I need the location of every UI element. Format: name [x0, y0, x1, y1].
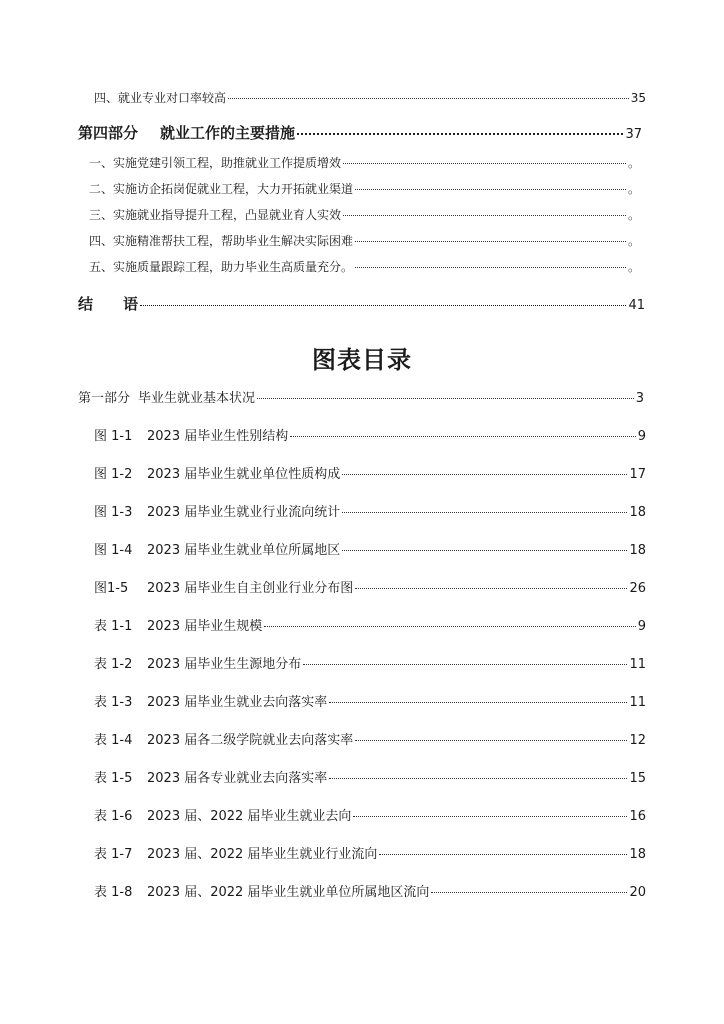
figure-entry-page: 26 [629, 581, 646, 596]
figure-entry-page: 18 [629, 505, 646, 520]
toc-entry-text: 一、实施党建引领工程，助推就业工作提质增效 [89, 156, 342, 170]
dot-leader [355, 240, 626, 242]
figure-entry-page: 17 [629, 467, 646, 482]
toc-entry-page: 35 [630, 91, 646, 105]
figures-toc-part-title: 毕业生就业基本状况 [138, 391, 256, 406]
dot-leader [355, 188, 626, 190]
table-entry[interactable] [94, 771, 646, 787]
figure-entry-title: 2023 届毕业生自主创业行业分布图 [147, 581, 354, 596]
table-entry[interactable] [94, 657, 646, 673]
dot-leader [140, 304, 626, 306]
table-entry-title: 2023 届各二级学院就业去向落实率 [147, 733, 354, 748]
table-entry-label: 表 1-5 [94, 771, 133, 786]
table-entry[interactable] [94, 885, 646, 901]
dot-leader [342, 473, 627, 475]
figure-entry[interactable] [94, 467, 646, 483]
table-entry-title: 2023 届毕业生生源地分布 [147, 657, 302, 672]
table-entry-label: 表 1-6 [94, 809, 133, 824]
table-entry-label: 表 1-8 [94, 885, 133, 900]
toc-entry[interactable] [89, 181, 640, 197]
toc-entry[interactable] [89, 259, 640, 275]
table-entry-title: 2023 届毕业生就业去向落实率 [147, 695, 328, 710]
dot-leader [343, 214, 626, 216]
table-entry-page: 15 [629, 771, 646, 786]
table-entry-page: 20 [629, 885, 646, 900]
table-entry-label: 表 1-1 [94, 619, 133, 634]
table-entry-label: 表 1-7 [94, 847, 133, 862]
table-entry-page: 16 [629, 809, 646, 824]
table-entry-title: 2023 届、2022 届毕业生就业单位所属地区流向 [147, 885, 430, 900]
toc-entry[interactable] [89, 207, 640, 223]
dot-leader [431, 891, 627, 893]
dot-leader [329, 701, 627, 703]
toc-entry-text: 二、实施访企拓岗促就业工程，大力开拓就业渠道 [89, 182, 354, 196]
table-entry-label: 表 1-4 [94, 733, 133, 748]
figure-entry-label: 图 1-2 [94, 467, 133, 482]
dot-leader [257, 397, 634, 399]
figures-toc-title: 图表目录 [312, 346, 412, 374]
figures-toc-part-label: 第一部分 [78, 391, 131, 406]
toc-part-title: 就业工作的主要措施 [160, 124, 296, 142]
figure-entry[interactable] [94, 543, 646, 559]
toc-part-heading[interactable] [78, 125, 642, 143]
toc-entry-text: 四、就业专业对口率较高 [94, 91, 227, 105]
figure-entry-label: 图 1-1 [94, 429, 133, 444]
figure-entry-label: 图1-5 [94, 581, 129, 596]
figure-entry[interactable] [94, 581, 646, 597]
toc-entry[interactable] [89, 233, 640, 249]
figure-entry-title: 2023 届毕业生就业行业流向统计 [147, 505, 341, 520]
table-entry-title: 2023 届毕业生规模 [147, 619, 263, 634]
figure-entry-page: 18 [629, 543, 646, 558]
dot-leader [297, 132, 623, 135]
toc-entry-text: 四、实施精准帮扶工程，帮助毕业生解决实际困难 [89, 234, 354, 248]
dot-leader [329, 777, 627, 779]
table-entry[interactable] [94, 695, 646, 711]
toc-conclusion-char2: 语 [123, 295, 139, 313]
table-entry-title: 2023 届各专业就业去向落实率 [147, 771, 328, 786]
toc-entry-page: 。 [627, 234, 640, 248]
toc-entry-text: 三、实施就业指导提升工程，凸显就业育人实效 [89, 208, 342, 222]
figure-entry-label: 图 1-4 [94, 543, 133, 558]
table-entry-page: 18 [629, 847, 646, 862]
toc-conclusion[interactable] [78, 296, 645, 314]
toc-conclusion-char1: 结 [78, 295, 94, 313]
dot-leader [342, 549, 627, 551]
dot-leader [343, 162, 626, 164]
toc-entry-page: 。 [627, 182, 640, 196]
figures-toc-part[interactable] [78, 391, 644, 407]
toc-part-label: 第四部分 [78, 124, 139, 142]
dot-leader [290, 435, 636, 437]
dot-leader [303, 663, 627, 665]
table-entry-title: 2023 届、2022 届毕业生就业行业流向 [147, 847, 378, 862]
table-entry-page: 9 [637, 619, 646, 634]
table-entry-page: 11 [629, 657, 646, 672]
dot-leader [353, 815, 627, 817]
toc-entry-page: 。 [627, 208, 640, 222]
toc-entry-page: 。 [627, 260, 640, 274]
table-entry-page: 12 [629, 733, 646, 748]
toc-entry-text: 五、实施质量跟踪工程，助力毕业生高质量充分。 [89, 260, 354, 274]
figure-entry-page: 9 [637, 429, 646, 444]
table-entry[interactable] [94, 733, 646, 749]
dot-leader [379, 853, 627, 855]
figure-entry[interactable] [94, 429, 646, 445]
toc-conclusion-page: 41 [628, 298, 645, 313]
dot-leader [228, 97, 629, 99]
dot-leader [355, 739, 627, 741]
figure-entry-title: 2023 届毕业生就业单位性质构成 [147, 467, 341, 482]
table-entry-title: 2023 届、2022 届毕业生就业去向 [147, 809, 352, 824]
table-entry[interactable] [94, 847, 646, 863]
dot-leader [342, 511, 627, 513]
table-entry[interactable] [94, 809, 646, 825]
table-entry-page: 11 [629, 695, 646, 710]
dot-leader [355, 266, 626, 268]
dot-leader [264, 625, 636, 627]
figure-entry-title: 2023 届毕业生性别结构 [147, 429, 289, 444]
toc-part-page: 37 [625, 127, 642, 142]
figure-entry[interactable] [94, 505, 646, 521]
table-entry[interactable] [94, 619, 646, 635]
toc-entry[interactable] [94, 90, 646, 106]
figure-entry-label: 图 1-3 [94, 505, 133, 520]
toc-entry[interactable] [89, 155, 640, 171]
toc-entry-page: 。 [627, 156, 640, 170]
table-entry-label: 表 1-3 [94, 695, 133, 710]
table-entry-label: 表 1-2 [94, 657, 133, 672]
dot-leader [355, 587, 627, 589]
figure-entry-title: 2023 届毕业生就业单位所属地区 [147, 543, 341, 558]
figures-toc-part-page: 3 [635, 391, 644, 406]
